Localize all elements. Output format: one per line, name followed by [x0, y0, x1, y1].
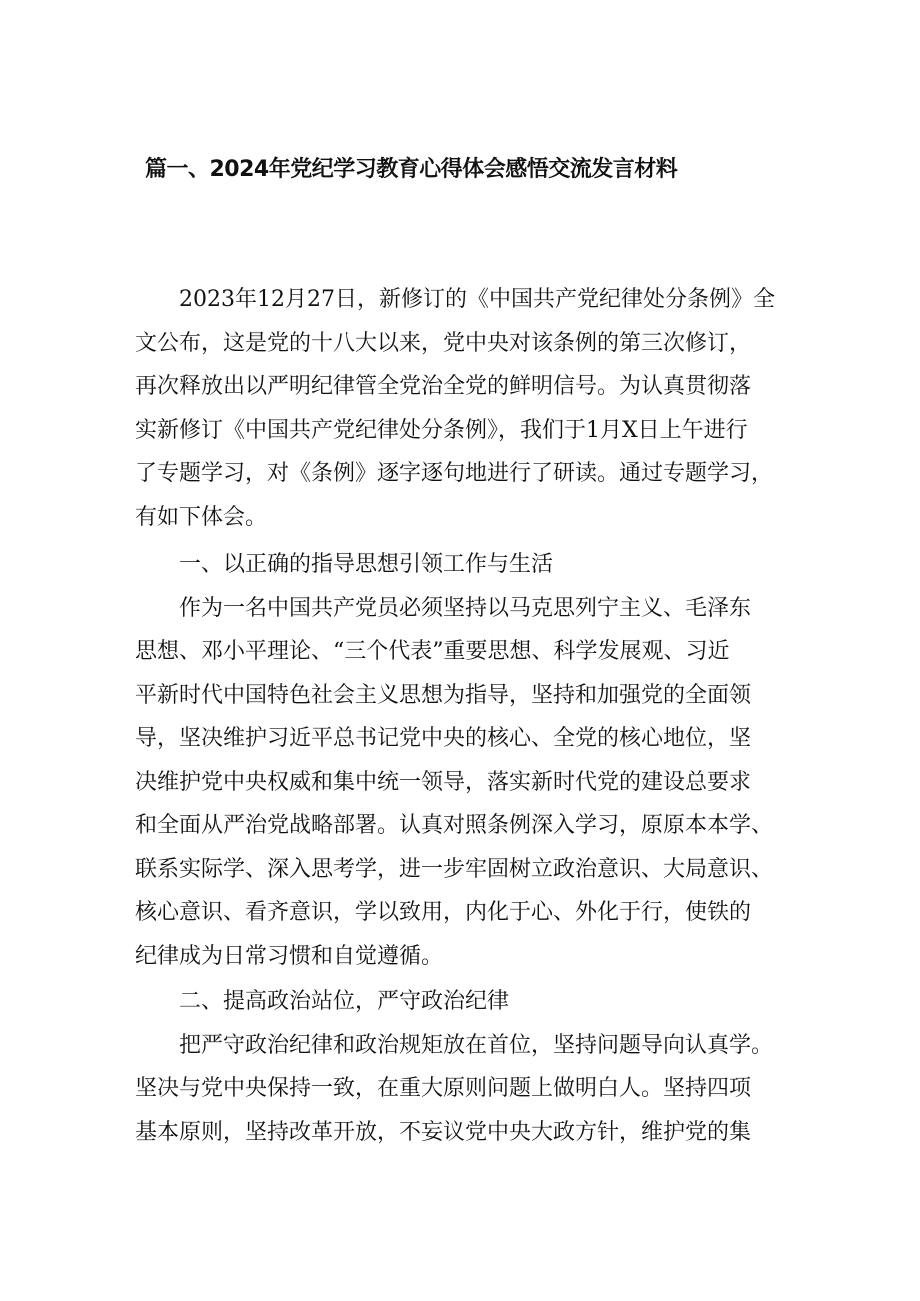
paragraph-line: 纪律成为日常习惯和自觉遵循。	[135, 943, 444, 969]
paragraph-line: 导，坚决维护习近平总书记党中央的核心、全党的核心地位，坚	[135, 726, 752, 751]
paragraph-line: 文公布，这是党的十八大以来，党中央对该条例的第三次修订，	[135, 330, 752, 356]
paragraph-line: 决维护党中央权威和集中统一领导，落实新时代党的建设总要求	[135, 769, 752, 795]
paragraph-line: 坚决与党中央保持一致，在重大原则问题上做明白人。坚持四项	[135, 1076, 752, 1101]
paragraph-line: 联系实际学、深入思考学，进一步牢固树立政治意识、大局意识、	[135, 856, 774, 882]
paragraph-line: 2023年12月27日，新修订的《中国共产党纪律处分条例》全	[179, 287, 775, 312]
section-one	[135, 543, 797, 978]
section-two	[135, 980, 797, 1154]
paragraph-line: 有如下体会。	[135, 504, 268, 530]
paragraph-line: 再次释放出以严明纪律管全党治全党的鲜明信号。为认真贯彻落	[135, 374, 752, 399]
paragraph-line: 思想、邓小平理论、“三个代表”重要思想、科学发展观、习近	[135, 639, 730, 664]
section-heading-1: 一、以正确的指导思想引领工作与生活	[179, 552, 554, 577]
document-title: 篇一、2024年党纪学习教育心得体会感悟交流发言材料	[145, 157, 678, 182]
paragraph-line: 基本原则，坚持改革开放，不妄议党中央大政方针，维护党的集	[135, 1119, 752, 1145]
paragraph-line: 作为一名中国共产党员必须坚持以马克思列宁主义、毛泽东	[179, 595, 752, 621]
section-heading-2: 二、提高政治站位，严守政治纪律	[179, 989, 510, 1014]
paragraph-line: 把严守政治纪律和政治规矩放在首位，坚持问题导向认真学。	[179, 1032, 774, 1058]
paragraph-intro	[135, 278, 797, 539]
paragraph-line: 平新时代中国特色社会主义思想为指导，坚持和加强党的全面领	[135, 682, 752, 708]
paragraph-line: 了专题学习，对《条例》逐字逐句地进行了研读。通过专题学习，	[135, 461, 774, 486]
paragraph-line: 核心意识、看齐意识，学以致用，内化于心、外化于行，使铁的	[135, 900, 752, 925]
paragraph-line: 实新修订《中国共产党纪律处分条例》，我们于1月X日上午进行	[135, 417, 748, 443]
paragraph-line: 和全面从严治党战略部署。认真对照条例深入学习，原原本本学、	[135, 813, 774, 838]
